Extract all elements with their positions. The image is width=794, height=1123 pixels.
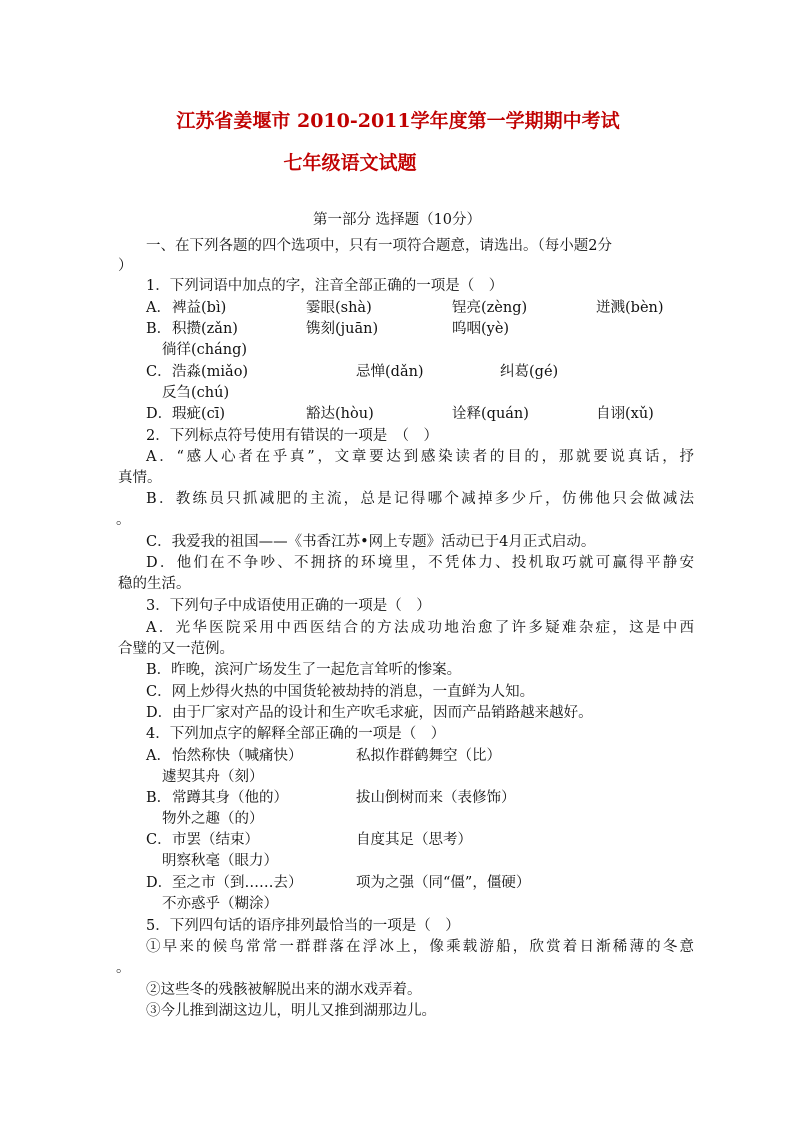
option-label: C．: [146, 832, 172, 848]
choice: 遽契其舟（刻）: [162, 769, 264, 785]
choice: 霎眼(shà): [306, 300, 372, 316]
choice: 徜徉(cháng): [162, 342, 248, 358]
q2-option-b: B．教练员只抓减肥的主流，总是记得哪个减掉多少斤，仿佛他只会做减法: [146, 491, 694, 507]
section-heading: 第一部分 选择题（10分）: [312, 212, 482, 228]
choice: 不亦惑乎（糊涂）: [162, 896, 278, 912]
option-label: D．: [146, 406, 173, 422]
q2-option-c: C．我爱我的祖国——《书香江苏•网上专题》活动已于4月正式启动。: [146, 534, 596, 550]
choice: 呜咽(yè): [452, 321, 510, 337]
q5-sentence-1: ①早来的候鸟常常一群群落在浮冰上，像乘载游船，欣赏着日渐稀薄的冬意: [146, 939, 694, 955]
choice: 迸溅(bèn): [596, 300, 664, 316]
exam-title: 江苏省姜堰市 2010-2011学年度第一学期期中考试: [176, 110, 620, 132]
q5-sentence-2: ②这些冬的残骸被解脱出来的湖水戏弄着。: [146, 982, 422, 998]
instruction-line: ）: [118, 258, 133, 274]
question-4-stem: 4．下列加点字的解释全部正确的一项是（ ）: [146, 726, 446, 742]
option-label: B．: [146, 790, 172, 806]
option-label: A．: [146, 748, 171, 764]
q3-option-d: D．由于厂家对产品的设计和生产吹毛求疵，因而产品销路越来越好。: [146, 705, 593, 721]
q2-option-b-cont: 。: [116, 512, 131, 528]
q3-option-a: A．光华医院采用中西医结合的方法成功地治愈了许多疑难杂症，这是中西: [146, 620, 694, 636]
option-label: C．: [146, 364, 172, 380]
choice: 项为之强（同“僵”，僵硬）: [356, 875, 531, 891]
q2-option-d-cont: 稳的生活。: [118, 576, 191, 592]
instruction-line: 一、在下列各题的四个选项中，只有一项符合题意，请选出。（每小题2分: [146, 238, 612, 254]
choice: 镌刻(juān): [306, 321, 379, 337]
option-label: D．: [146, 875, 173, 891]
choice: 诠释(quán): [452, 406, 529, 422]
question-2-stem: 2．下列标点符号使用有错误的一项是 （ ）: [146, 428, 438, 444]
q2-option-a: A．“感人心者在乎真”，文章要达到感染读者的目的，那就要说真话，抒: [146, 449, 694, 465]
choice: 忌惮(dǎn): [356, 364, 424, 380]
q5-sentence-1-cont: 。: [116, 960, 131, 976]
choice: 反刍(chú): [162, 385, 230, 401]
q3-option-a-cont: 合璧的又一范例。: [118, 641, 234, 657]
question-5-stem: 5．下列四句话的语序排列最恰当的一项是（ ）: [146, 918, 460, 934]
choice: 物外之趣（的）: [162, 811, 264, 827]
choice: 自诩(xǔ): [596, 406, 654, 422]
choice: 豁达(hòu): [306, 406, 374, 422]
choice: 明察秋毫（眼力）: [162, 853, 278, 869]
q3-option-b: B．昨晚，滨河广场发生了一起危言耸听的惨案。: [146, 662, 462, 678]
exam-subtitle: 七年级语文试题: [283, 152, 417, 174]
choice: 拔山倒树而来（表修饰）: [356, 790, 516, 806]
choice: 纠葛(gé): [500, 364, 559, 380]
question-3-stem: 3．下列句子中成语使用正确的一项是（ ）: [146, 598, 431, 614]
option-label: B．: [146, 321, 172, 337]
option-label: A．: [146, 300, 171, 316]
q2-option-a-cont: 真情。: [118, 470, 162, 486]
q2-option-d: D．他们在不争吵、不拥挤的环境里，不凭体力、投机取巧就可赢得平静安: [146, 555, 694, 571]
choice: 市罢（结束）: [172, 832, 259, 848]
choice: 怡然称快（喊痛快）: [172, 748, 303, 764]
choice: 私拟作群鹤舞空（比）: [356, 748, 501, 764]
choice: 积攒(zǎn): [172, 321, 238, 337]
choice: 常蹲其身（他的）: [172, 790, 288, 806]
choice: 裨益(bì): [172, 300, 227, 316]
choice: 自度其足（思考）: [356, 832, 472, 848]
q3-option-c: C．网上炒得火热的中国货轮被劫持的消息，一直鲜为人知。: [146, 684, 535, 700]
choice: 至之市（到……去）: [172, 875, 303, 891]
choice: 瑕疵(cī): [172, 406, 226, 422]
choice: 浩淼(miǎo): [172, 364, 249, 380]
q5-sentence-3: ③今儿推到湖这边儿，明儿又推到湖那边儿。: [146, 1003, 436, 1019]
choice: 锃亮(zèng): [452, 300, 528, 316]
question-1-stem: 1．下列词语中加点的字，注音全部正确的一项是（ ）: [146, 278, 504, 294]
